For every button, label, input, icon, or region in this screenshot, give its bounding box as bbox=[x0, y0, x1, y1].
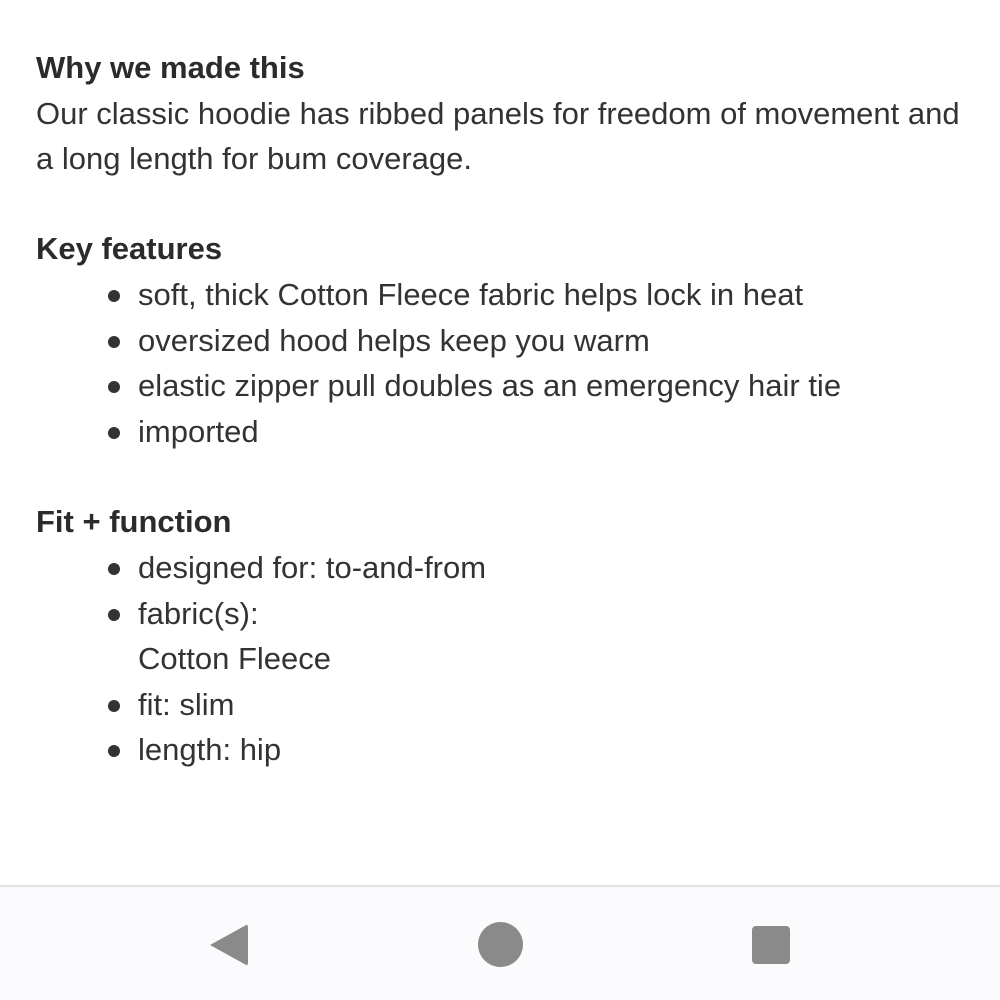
recent-apps-button[interactable] bbox=[711, 887, 831, 1000]
list-item bbox=[138, 545, 966, 591]
fit-function-heading: Fit + function bbox=[36, 504, 232, 539]
list-item bbox=[138, 682, 966, 728]
back-triangle-icon bbox=[210, 924, 248, 966]
fit-function-list bbox=[36, 545, 966, 773]
list-item-subtext: Cotton Fleece bbox=[138, 641, 331, 676]
why-we-made-this-section bbox=[36, 45, 966, 181]
back-button[interactable] bbox=[169, 887, 289, 1000]
list-item bbox=[138, 591, 966, 682]
list-item: imported bbox=[138, 409, 966, 455]
list-item: elastic zipper pull doubles as an emergency hair tie bbox=[138, 363, 966, 409]
key-features-list bbox=[36, 272, 966, 454]
list-item-text: designed for: to-and-from bbox=[138, 550, 487, 585]
list-item bbox=[138, 727, 966, 773]
home-circle-icon bbox=[478, 922, 523, 967]
product-details bbox=[36, 45, 966, 818]
why-description: Our classic hoodie has ribbed panels for freedom of movement and a long length for bum coverage. bbox=[36, 96, 960, 176]
list-item-text: length: hip bbox=[138, 732, 282, 767]
why-heading: Why we made this bbox=[36, 50, 305, 85]
list-item-text: fabric(s): bbox=[138, 595, 259, 631]
system-navigation-bar bbox=[0, 885, 1000, 1000]
list-item: oversized hood helps keep you warm bbox=[138, 318, 966, 364]
list-item-text: fit: slim bbox=[138, 686, 235, 722]
fit-function-section bbox=[36, 499, 966, 773]
home-button[interactable] bbox=[440, 887, 560, 1000]
recent-apps-square-icon bbox=[752, 926, 790, 964]
list-item: soft, thick Cotton Fleece fabric helps lock in heat bbox=[138, 272, 966, 318]
key-features-heading: Key features bbox=[36, 231, 223, 266]
key-features-section bbox=[36, 226, 966, 454]
